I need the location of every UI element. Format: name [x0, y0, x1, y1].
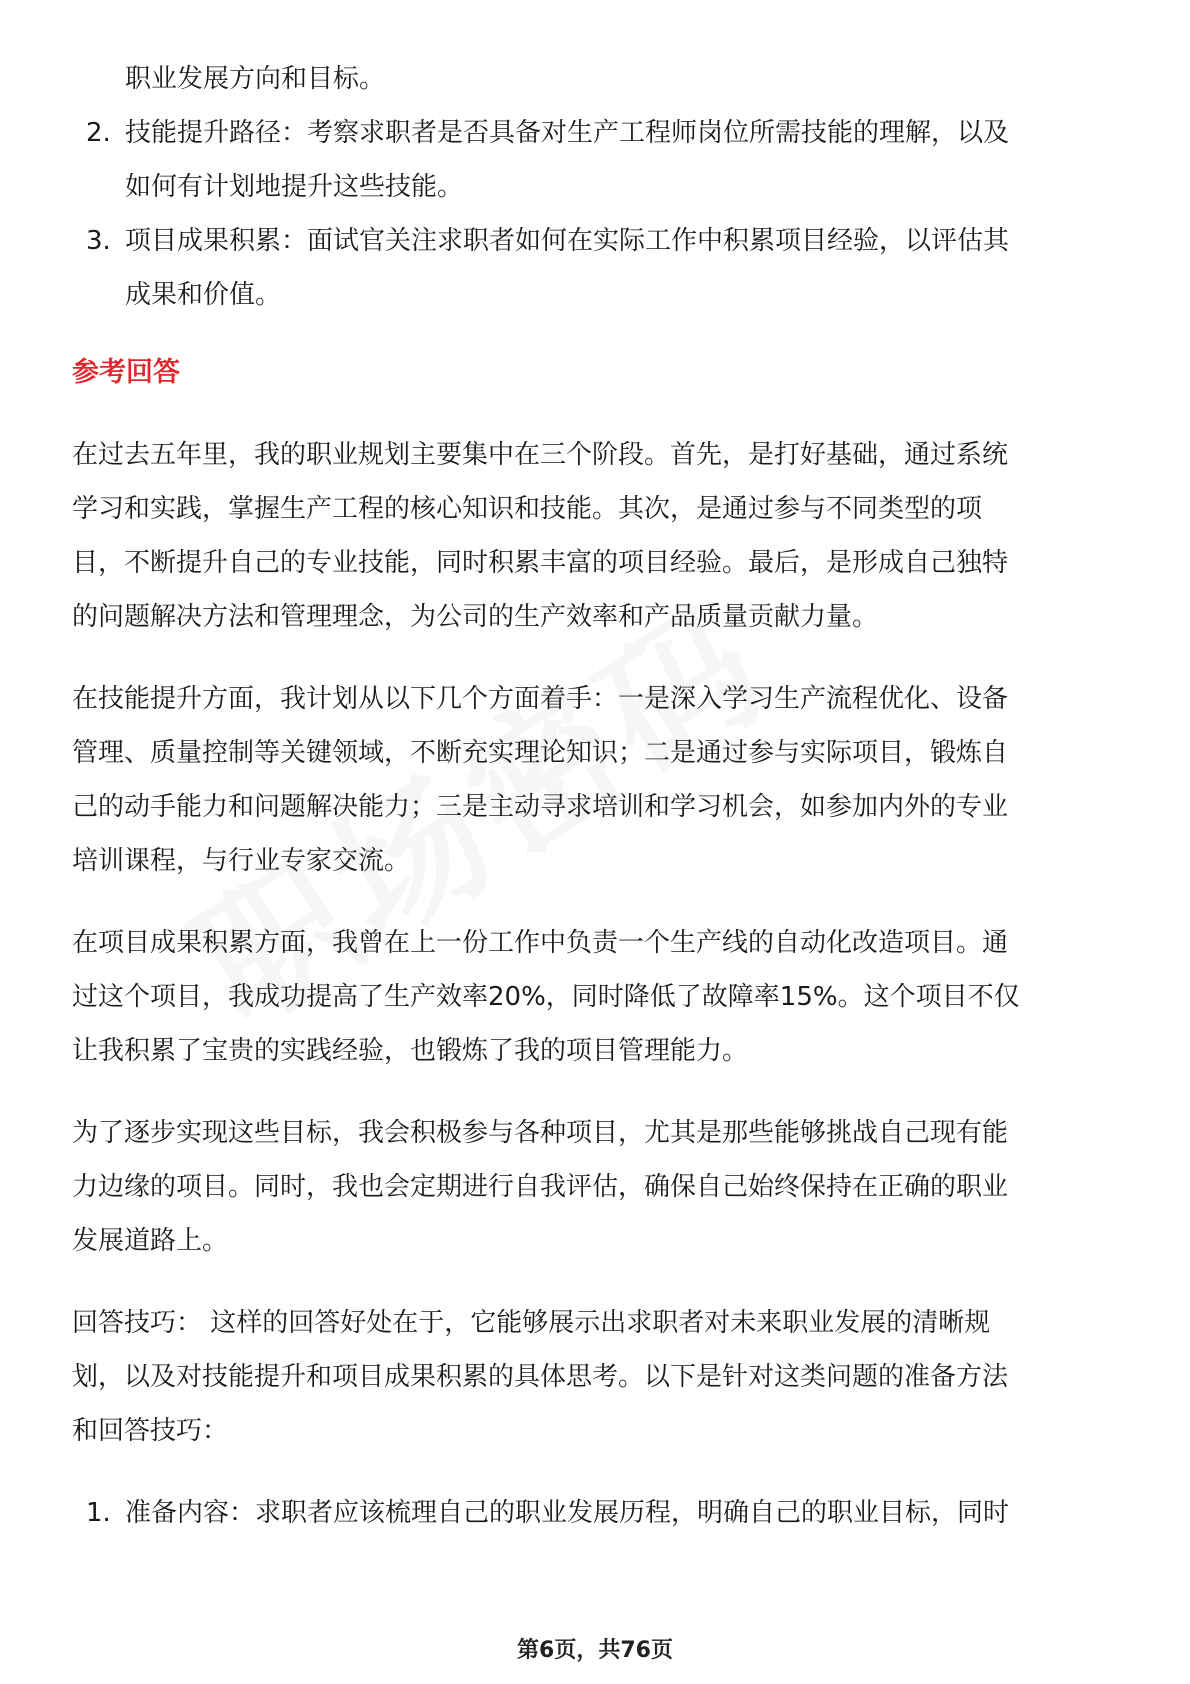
- paragraph-line: 的问题解决方法和管理理念，为公司的生产效率和产品质量贡献力量。: [72, 602, 879, 632]
- list-line: 技能提升路径：考察求职者是否具备对生产工程师岗位所需技能的理解，以及: [125, 118, 1010, 148]
- list-continuation: 职业发展方向和目标。: [125, 64, 386, 94]
- list-item-1: [72, 1486, 1120, 1540]
- list-item-2: [72, 106, 1120, 214]
- paragraph-line: 在项目成果积累方面，我曾在上一份工作中负责一个生产线的自动化改造项目。通: [72, 928, 1009, 958]
- paragraph-line: 发展道路上。: [72, 1226, 229, 1256]
- paragraph-line: 管理、质量控制等关键领域，不断充实理论知识；二是通过参与实际项目，锻炼自: [72, 738, 1009, 768]
- paragraph-line: 在过去五年里，我的职业规划主要集中在三个阶段。首先，是打好基础，通过系统: [72, 440, 1009, 470]
- paragraph-3: [72, 916, 1120, 1078]
- list-line: 准备内容：求职者应该梳理自己的职业发展历程，明确自己的职业目标，同时: [125, 1498, 1010, 1528]
- list-line: 如何有计划地提升这些技能。: [125, 172, 464, 202]
- paragraph-line: 划，以及对技能提升和项目成果积累的具体思考。以下是针对这类问题的准备方法: [72, 1362, 1009, 1392]
- list-number: 2.: [86, 118, 111, 148]
- page-content: [72, 52, 1120, 1540]
- paragraph-line: 学习和实践，掌握生产工程的核心知识和技能。其次，是通过参与不同类型的项: [72, 494, 983, 524]
- paragraph-tips: [72, 1296, 1120, 1458]
- list-number: 1.: [86, 1498, 111, 1528]
- list-line: 项目成果积累：面试官关注求职者如何在实际工作中积累项目经验，以评估其: [125, 226, 1010, 256]
- paragraph-4: [72, 1106, 1120, 1268]
- paragraph-line: 目，不断提升自己的专业技能，同时积累丰富的项目经验。最后，是形成自己独特: [72, 548, 1009, 578]
- paragraph-line: 让我积累了宝贵的实践经验，也锻炼了我的项目管理能力。: [72, 1036, 749, 1066]
- paragraph-line: 力边缘的项目。同时，我也会定期进行自我评估，确保自己始终保持在正确的职业: [72, 1172, 1009, 1202]
- paragraph-line: 己的动手能力和问题解决能力；三是主动寻求培训和学习机会，如参加内外的专业: [72, 792, 1009, 822]
- list-line: 成果和价值。: [125, 280, 282, 310]
- paragraph-1: [72, 428, 1120, 644]
- list-number: 3.: [86, 226, 111, 256]
- paragraph-line: 培训课程，与行业专家交流。: [72, 846, 411, 876]
- paragraph-line: 在技能提升方面，我计划从以下几个方面着手：一是深入学习生产流程优化、设备: [72, 684, 1009, 714]
- page-footer: 第6页，共76页: [517, 1638, 673, 1663]
- paragraph-line: 为了逐步实现这些目标，我会积极参与各种项目，尤其是那些能够挑战自己现有能: [72, 1118, 1009, 1148]
- paragraph-2: [72, 672, 1120, 888]
- list-item-3: [72, 214, 1120, 322]
- section-heading: 参考回答: [72, 357, 180, 388]
- paragraph-line: 回答技巧： 这样的回答好处在于，它能够展示出求职者对未来职业发展的清晰规: [72, 1308, 991, 1338]
- paragraph-line: 过这个项目，我成功提高了生产效率20%，同时降低了故障率15%。这个项目不仅: [72, 982, 1020, 1012]
- paragraph-line: 和回答技巧：: [72, 1416, 229, 1446]
